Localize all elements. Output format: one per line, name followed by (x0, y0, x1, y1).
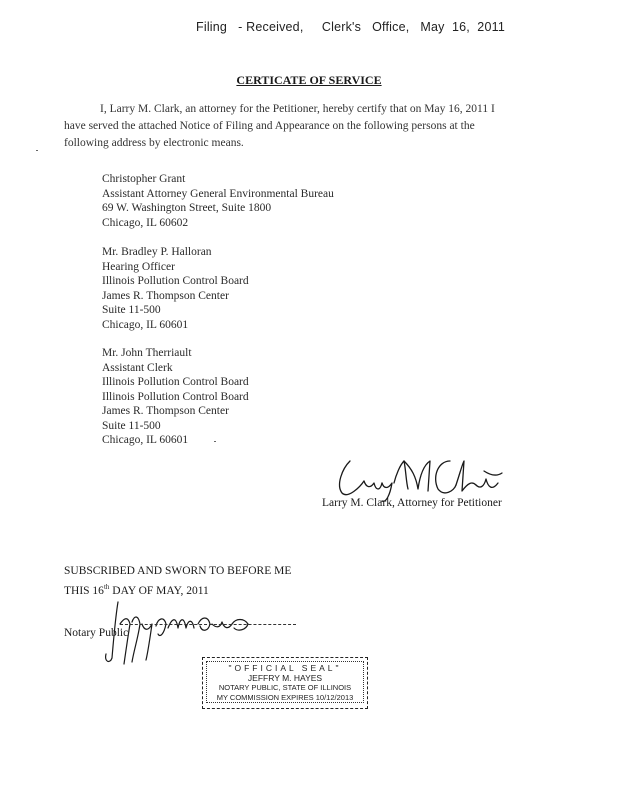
seal-notary-name: JEFFRY M. HAYES (247, 673, 323, 683)
address-line: Christopher Grant (102, 173, 186, 185)
address-line: Hearing Officer (102, 260, 175, 273)
address-block-therriault (102, 346, 249, 448)
address-line: Illinois Pollution Control Board (102, 390, 249, 403)
filing-stamp: Filing - Received, Clerk's Office, May 16, 2011 (196, 20, 505, 34)
official-seal-stamp (202, 657, 368, 709)
seal-heading: "OFFICIAL SEAL" (228, 663, 342, 673)
address-line: 69 W. Washington Street, Suite 1800 (102, 202, 272, 214)
seal-state: NOTARY PUBLIC, STATE OF ILLINOIS (218, 683, 352, 692)
signer-name: Larry M. Clark, Attorney for Petitioner (322, 497, 502, 509)
address-block-halloran (102, 245, 249, 332)
scan-speck (36, 150, 38, 151)
address-line: Mr. Bradley P. Halloran (102, 246, 212, 258)
jurat-day: THIS 16 (64, 584, 104, 597)
notary-signature-line (120, 624, 296, 625)
notary-label: Notary Public (64, 627, 129, 639)
address-line: Assistant Attorney General Environmental Bureau (102, 187, 334, 200)
jurat-line-1: SUBSCRIBED AND SWORN TO BEFORE ME (64, 565, 292, 577)
address-line: Suite 11-500 (102, 304, 161, 316)
certification-paragraph (64, 101, 514, 152)
jurat-month-year: DAY OF MAY, 2011 (109, 584, 209, 597)
address-line: Illinois Pollution Control Board (102, 376, 249, 388)
certification-text: I, Larry M. Clark, an attorney for the Petitioner, hereby certify that on May 16, 2011 I have served the attached Notice of Filing and Appearance on the following persons at the following address by electronic means. (64, 103, 495, 149)
address-line: Suite 11-500 (102, 419, 161, 432)
seal-inner (206, 661, 364, 703)
address-line: Illinois Pollution Control Board (102, 275, 249, 287)
address-line: James R. Thompson Center (102, 289, 229, 302)
address-line: Chicago, IL 60601 (102, 318, 189, 331)
jurat-day-suffix: th (103, 583, 110, 591)
scan-speck (214, 441, 216, 442)
address-line: Assistant Clerk (102, 361, 173, 374)
address-line: Mr. John Therriault (102, 347, 192, 359)
address-block-grant (102, 172, 334, 230)
address-line: Chicago, IL 60601 (102, 434, 189, 446)
address-line: Chicago, IL 60602 (102, 216, 189, 229)
document-title: CERTICATE OF SERVICE (236, 73, 382, 87)
seal-expiration: MY COMMISSION EXPIRES 10/12/2013 (216, 692, 354, 702)
address-line: James R. Thompson Center (102, 405, 229, 417)
